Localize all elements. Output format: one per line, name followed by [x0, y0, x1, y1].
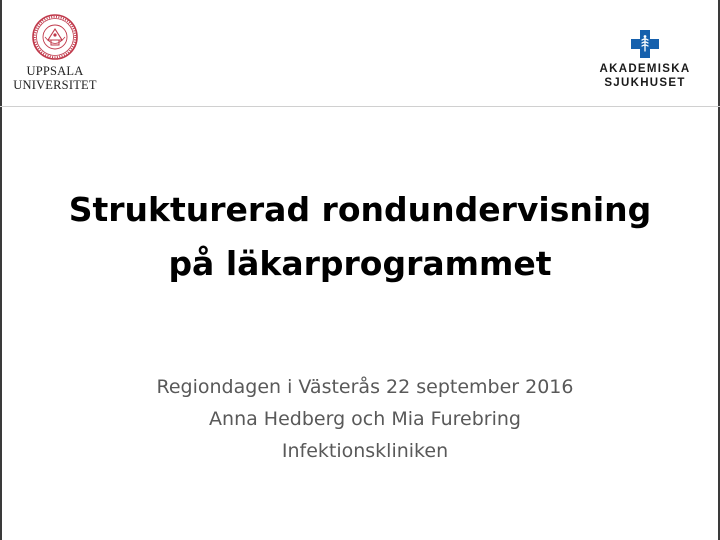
- logo-left-line2: UNIVERSITET: [13, 78, 97, 92]
- title-line-2: på läkarprogrammet: [168, 244, 552, 283]
- subtitle-department: Infektionskliniken: [281, 440, 449, 462]
- university-seal-icon: [32, 14, 78, 60]
- slide-subtitle: [60, 371, 670, 467]
- akademiska-sjukhuset-logo: [590, 26, 710, 96]
- subtitle-authors: Anna Hedberg och Mia Furebring: [209, 408, 521, 430]
- medical-cross-icon: [631, 30, 659, 58]
- uppsala-universitet-wordmark: [12, 64, 98, 92]
- slide-border-left: [0, 0, 2, 540]
- title-line-1: Strukturerad rondundervisning: [68, 190, 652, 229]
- logo-right-line2: SJUKHUSET: [604, 77, 686, 89]
- logo-left-line1: UPPSALA: [26, 64, 84, 78]
- uppsala-universitet-logo: [12, 12, 98, 96]
- header-divider: [0, 106, 720, 107]
- slide-title: [40, 183, 680, 291]
- akademiska-sjukhuset-wordmark: [590, 62, 700, 90]
- logo-right-line1: AKADEMISKA: [599, 63, 691, 75]
- subtitle-event: Regiondagen i Västerås 22 september 2016: [156, 376, 574, 398]
